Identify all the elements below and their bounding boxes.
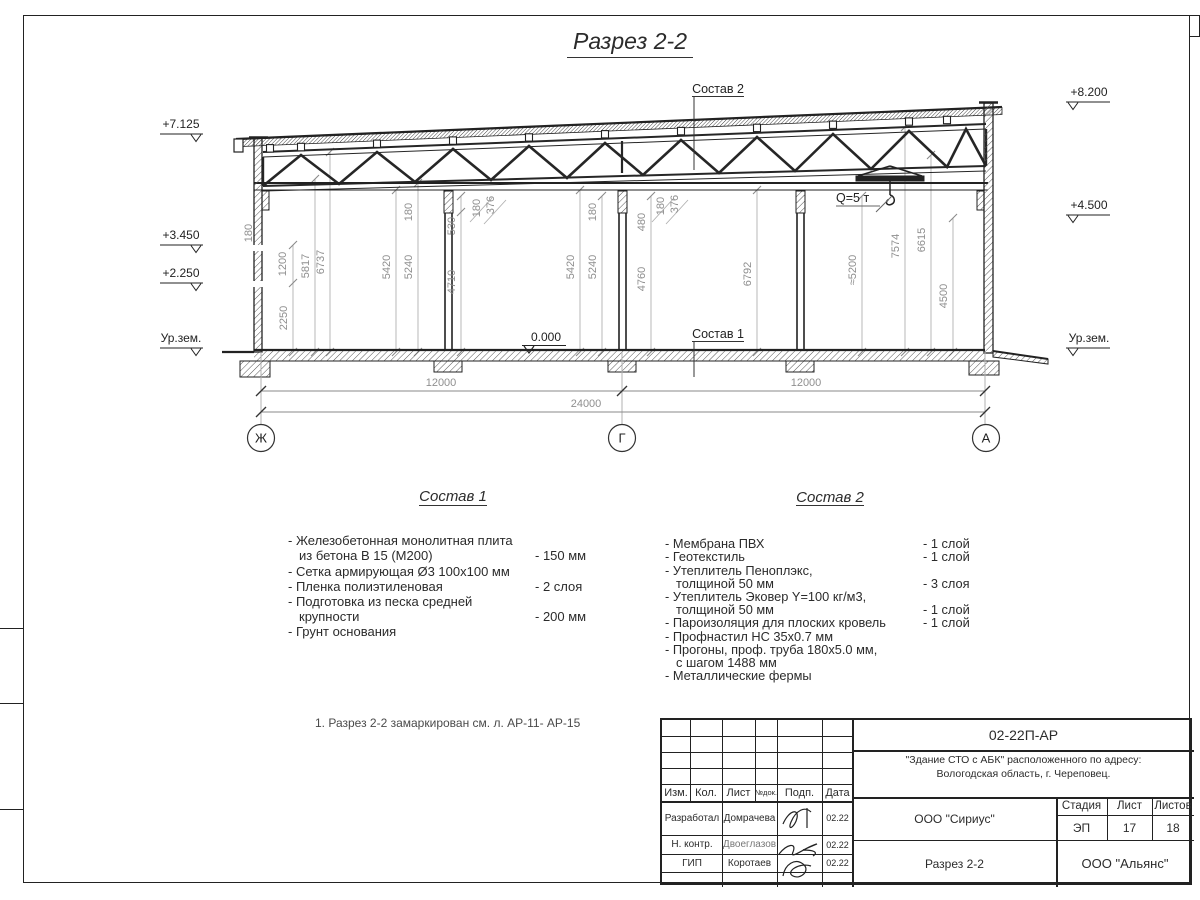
composition1-list: Состав 1 - Железобетонная монолитная плита из бетона В 15 (М200) - 150 мм - Сетка армирующая Ø3 100х100 мм - Пленка полиэтиленовая - 2 слоя - Подготовка из песка средней крупности - 200 мм - Грунт основания <box>288 489 618 640</box>
tb-list-value: 17 <box>1122 820 1137 835</box>
composition1-title: Состав 1 <box>419 488 487 505</box>
tb-role-3: ГИП <box>682 857 702 869</box>
drawing-note: 1. Разрез 2-2 замаркирован см. л. АР-11- АР-15 <box>315 716 581 730</box>
tb-col-kol: Кол. <box>695 786 717 799</box>
tb-col-data: Дата <box>825 786 850 799</box>
tb-lists-label: Листов <box>1154 800 1192 812</box>
tb-date-2: 02.22 <box>826 839 849 850</box>
tb-date-3: 02.22 <box>826 858 849 868</box>
svg-text:4760: 4760 <box>636 266 648 292</box>
svg-text:1200: 1200 <box>277 251 289 277</box>
axis-label: Ж <box>254 430 268 446</box>
svg-text:5420: 5420 <box>381 254 393 280</box>
tb-org: ООО "Сириус" <box>914 811 995 826</box>
tb-col-ndok: №док. <box>755 788 777 797</box>
composition2-ref: Состав 2 <box>692 82 744 96</box>
elevation-label: +8.200 <box>1070 85 1108 99</box>
svg-text:180: 180 <box>243 223 255 243</box>
elevation-marks-left <box>160 134 203 356</box>
signature <box>777 802 822 834</box>
svg-text:180: 180 <box>403 202 415 222</box>
tb-col-izm: Изм. <box>664 786 688 799</box>
left-wall <box>249 138 268 353</box>
tb-col-list: Лист <box>726 786 751 799</box>
svg-text:180: 180 <box>655 196 667 216</box>
svg-text:2250: 2250 <box>278 305 290 331</box>
svg-text:5420: 5420 <box>565 254 577 280</box>
svg-text:5240: 5240 <box>587 254 599 280</box>
elevation-marks-right <box>1066 102 1110 356</box>
svg-text:5240: 5240 <box>403 254 415 280</box>
axis-label: Г <box>618 430 626 446</box>
elevation-label: +4.500 <box>1070 198 1108 212</box>
tb-stage-value: ЭП <box>1072 820 1091 835</box>
title-block <box>660 718 1192 885</box>
crane-hoist <box>836 166 924 212</box>
tb-name-3: Коротаев <box>727 857 772 869</box>
svg-text:180: 180 <box>587 202 599 222</box>
tb-role-1: Разработал <box>664 812 720 824</box>
foundations <box>240 361 999 377</box>
tb-name-2: Двоеглазов <box>722 839 777 850</box>
svg-text:7574: 7574 <box>890 233 902 259</box>
hdim-label: 24000 <box>570 398 602 410</box>
svg-text:4710: 4710 <box>446 269 458 295</box>
vertical-dimension-labels <box>243 195 950 330</box>
composition1-ref: Состав 1 <box>692 327 744 341</box>
elevation-label: +3.450 <box>162 228 200 242</box>
tb-org2: ООО "Альянс" <box>1081 856 1169 871</box>
svg-text:6615: 6615 <box>916 227 928 253</box>
hdim-label: 12000 <box>790 377 822 389</box>
svg-text:376: 376 <box>485 195 497 215</box>
composition2-list: Состав 2 - Мембрана ПВХ - 1 слой - Геотекстиль - 1 слой - Утеплитель Пеноплэкс, толщиной 50 мм - 3 слоя - Утеплитель Эковер Y=100 кг/м3, толщиной 50 мм - 1 слой - Пароизоляция для плоских кровель - 1 слой - Профнастил НС 35х0.7 мм - Прогоны, проф. труба 180х5.0 мм, с шагом 1488 мм - Металлические фермы <box>665 491 995 682</box>
svg-text:180: 180 <box>471 198 483 218</box>
tb-project-line2: Вологодская область, г. Череповец. <box>936 768 1111 780</box>
svg-text:6792: 6792 <box>742 261 754 287</box>
ground-level-label: Ур.зем. <box>160 331 202 345</box>
tb-lists-value: 18 <box>1166 820 1180 835</box>
tb-date-1: 02.22 <box>826 813 849 823</box>
composition2-title: Состав 2 <box>796 489 864 506</box>
svg-text:4500: 4500 <box>938 283 950 309</box>
svg-text:≈5200: ≈5200 <box>847 254 859 286</box>
ground-level-label: Ур.зем. <box>1068 331 1110 345</box>
zero-level-label: 0.000 <box>530 330 562 344</box>
tb-stage-label: Стадия <box>1061 800 1102 812</box>
tb-list-label: Лист <box>1117 800 1142 812</box>
roof <box>234 107 1002 152</box>
tb-col-podp: Подп. <box>784 786 815 799</box>
page-title: Разрез 2-2 <box>560 28 700 58</box>
svg-text:5817: 5817 <box>300 253 312 279</box>
right-wall <box>979 103 998 354</box>
tb-sheet-name: Разрез 2-2 <box>925 856 984 871</box>
hdim-label: 12000 <box>425 377 457 389</box>
roof-eave <box>234 139 243 152</box>
elevation-label: +2.250 <box>162 266 200 280</box>
signature <box>775 836 823 886</box>
column-capitals <box>262 191 984 216</box>
elevation-label: +7.125 <box>162 117 200 131</box>
axis-label: А <box>981 430 991 446</box>
tb-project-line1: "Здание СТО с АБК" расположенного по адресу: <box>905 754 1142 766</box>
svg-text:6737: 6737 <box>315 249 327 275</box>
tb-name-1: Домрачева <box>723 812 776 824</box>
crane-capacity-label: Q=5 т <box>836 191 870 205</box>
svg-text:376: 376 <box>669 194 681 214</box>
tb-doc-code: 02-22П-АР <box>988 727 1059 743</box>
svg-text:480: 480 <box>636 212 648 232</box>
svg-text:530: 530 <box>446 216 458 236</box>
tb-role-2: Н. контр. <box>671 839 713 850</box>
